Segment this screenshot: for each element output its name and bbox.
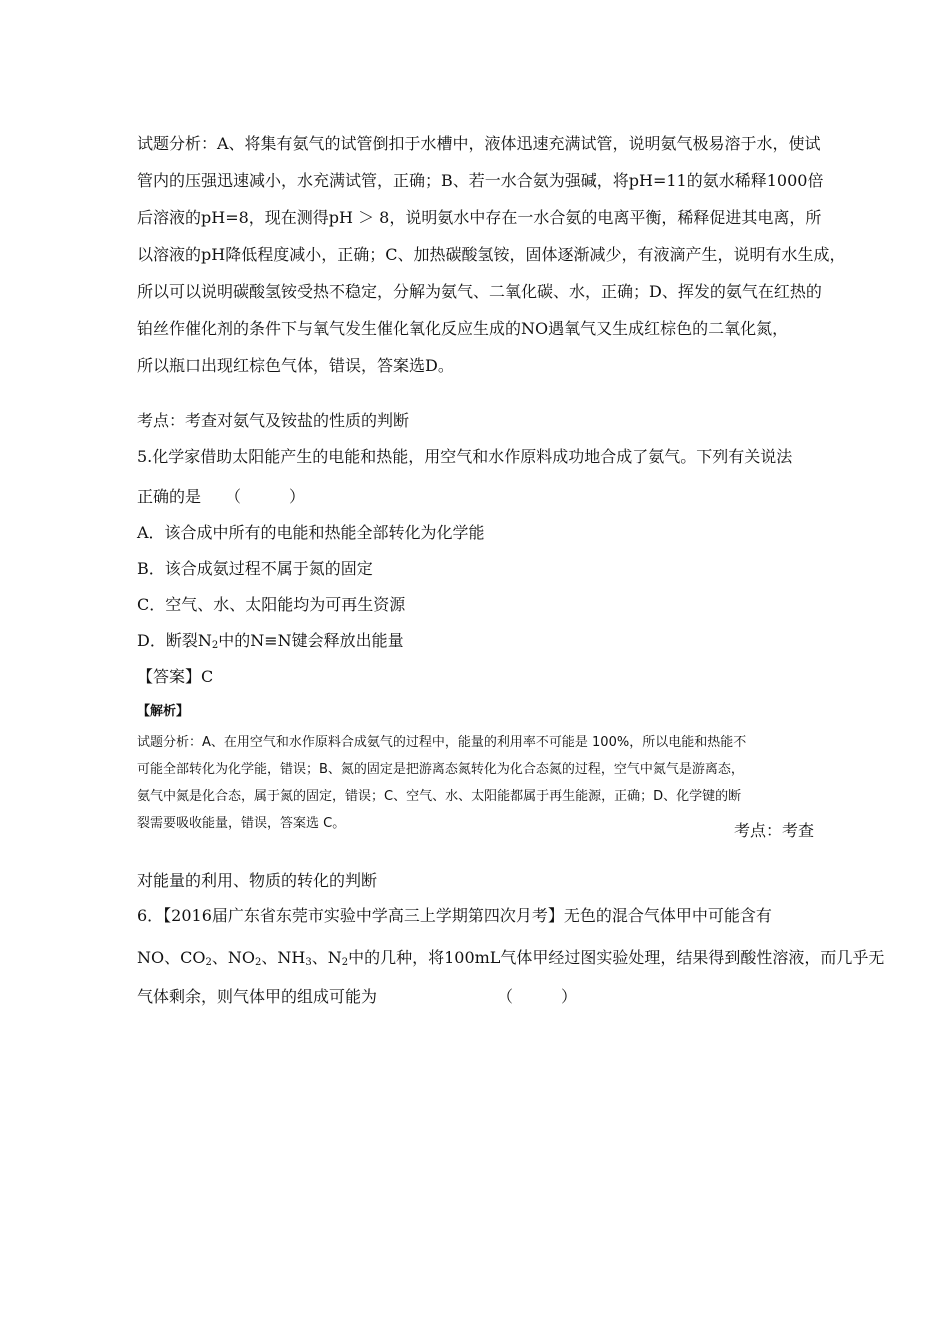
analysis-line: 后溶液的pH=8，现在测得pH ＞ 8，说明氨水中存在一水合氨的电离平衡，稀释促进其电离，所 (137, 208, 822, 227)
q5-kaodian-a: 考点：考查 (733, 821, 814, 840)
subscript: 3 (305, 957, 312, 968)
analysis-line: 所以可以说明碳酸氢铵受热不稳定，分解为氨气、二氧化碳、水，正确；D、挥发的氨气在红热的 (137, 282, 822, 301)
subscript: 2 (341, 957, 349, 968)
option-d-text: D．断裂N (137, 631, 212, 650)
analysis-line: 管内的压强迅速减小，水充满试管，正确；B、若一水合氨为强碱，将pH=11的氨水稀释1000倍 (137, 171, 824, 190)
analysis-line: 可能全部转化为化学能，错误；B、氮的固定是把游离态氮转化为化合态氮的过程，空气中氮气是游离态， (137, 762, 744, 777)
q5-analysis (137, 729, 827, 837)
text: 、N (311, 948, 342, 967)
q5-answer: 【答案】C (137, 667, 214, 686)
subscript: 2 (205, 957, 212, 968)
q6-stem-cont (137, 947, 885, 974)
q5-option-c: C．空气、水、太阳能均为可再生资源 (137, 595, 406, 614)
q5-stem: 5.化学家借助太阳能产生的电能和热能，用空气和水作原料成功地合成了氨气。下列有关说法 (137, 447, 793, 466)
q4-analysis (137, 125, 846, 384)
q5-option-d (137, 630, 827, 657)
analysis-line: 铂丝作催化剂的条件下与氧气发生催化氧化反应生成的NO遇氧气又生成红棕色的二氧化氮， (137, 319, 789, 338)
q4-kaodian: 考点：考查对氨气及铵盐的性质的判断 (137, 411, 410, 430)
analysis-line: 以溶液的pH降低程度减小，正确；C、加热碳酸氢铵，固体逐渐减少，有液滴产生，说明有水生成， (137, 245, 846, 264)
analysis-line: 裂需要吸收能量，错误，答案选 C。 (137, 816, 346, 831)
q5-kaodian-b: 对能量的利用、物质的转化的判断 (137, 871, 378, 890)
text: 、NH (261, 948, 306, 967)
text: NO、CO (137, 948, 206, 967)
text: 中的几种，将100mL气体甲经过图实验处理，结果得到酸性溶液，而几乎无 (348, 948, 885, 967)
analysis-line: 氨气中氮是化合态，属于氮的固定，错误；C、空气、水、太阳能都属于再生能源，正确；D、化学键的断 (137, 789, 742, 804)
subscript: 2 (211, 640, 219, 651)
q5-option-b: B．该合成氨过程不属于氮的固定 (137, 559, 373, 578)
q5-stem-cont: 正确的是 （ ） (137, 487, 306, 506)
option-d-text: 中的N≡N键会释放出能量 (218, 631, 404, 650)
analysis-line: 试题分析：A、在用空气和水作原料合成氨气的过程中，能量的利用率不可能是 100%，所以电能和热能不 (137, 735, 747, 750)
q5-jiexi-label: 【解析】 (137, 704, 190, 719)
subscript: 2 (254, 957, 262, 968)
analysis-line: 所以瓶口出现红棕色气体，错误，答案选D。 (137, 356, 454, 375)
analysis-line: 试题分析：A、将集有氨气的试管倒扣于水槽中，液体迅速充满试管，说明氨气极易溶于水，使试 (137, 134, 821, 153)
q5-option-a: A．该合成中所有的电能和热能全部转化为化学能 (137, 523, 485, 542)
q6-stem: 6．【2016届广东省东莞市实验中学高三上学期第四次月考】无色的混合气体甲中可能含有 (137, 906, 772, 925)
text: 、NO (211, 948, 255, 967)
q6-stem-end: 气体剩余，则气体甲的组成可能为 （ ） (137, 987, 578, 1006)
